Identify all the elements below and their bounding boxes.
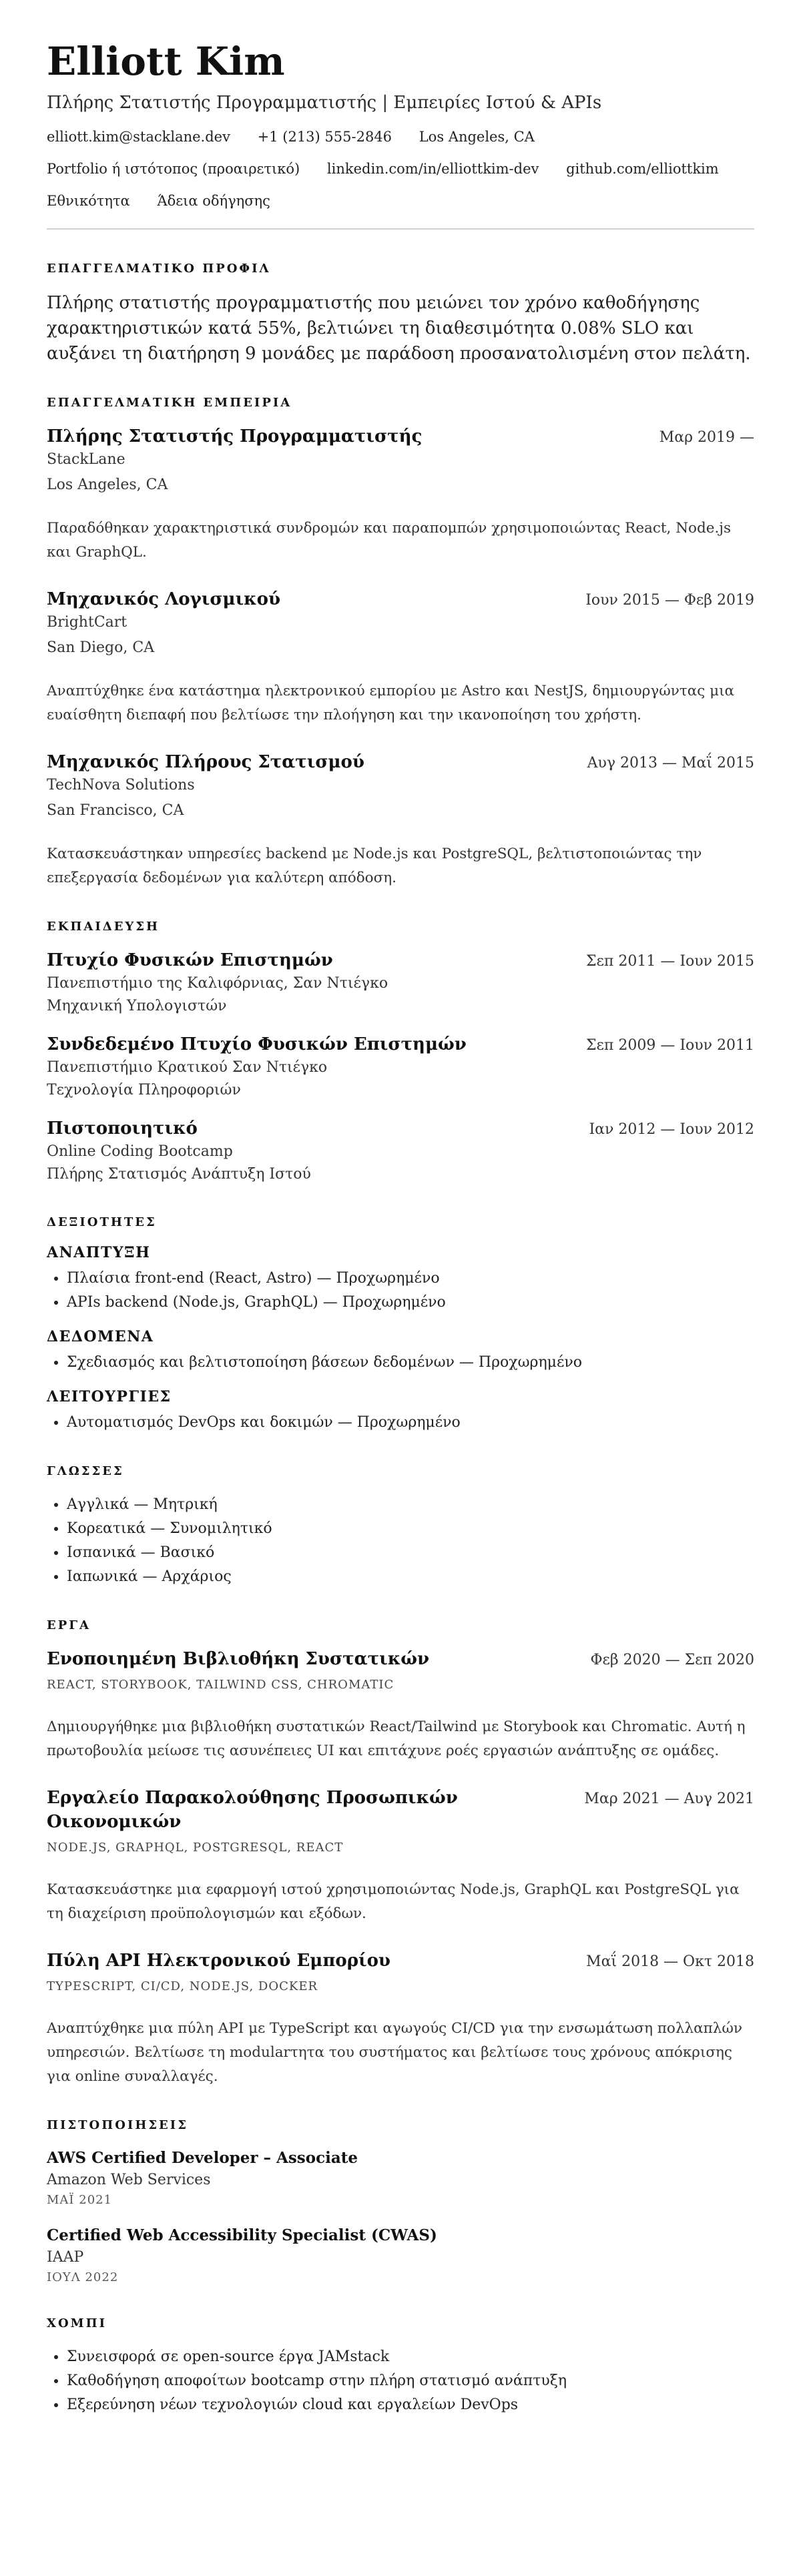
project-date: Μαΐ 2018 — Οκτ 2018 [586,1953,754,1970]
languages-section [47,1464,754,1589]
skill-item: • Σχεδιασμός και βελτιστοποίηση βάσεων δεδομένων — Προχωρημένο [67,1351,754,1375]
degree-title: Πτυχίο Φυσικών Επιστημών [47,950,333,970]
degree-title: Συνδεδεμένο Πτυχίο Φυσικών Επιστημών [47,1034,467,1054]
project-description: Δημιουργήθηκε μια βιβλιοθήκη συστατικών React/Tailwind με Storybook και Chromatic. Αυτή η πρωτοβουλία μείωσε τις ασυνέπειες UI και επιτάχυνε ροές εργασιών ανάπτυξης σε ομάδες. [47,1718,746,1759]
contact-row-1 [47,127,754,147]
project-name: Πύλη API Ηλεκτρονικού Εμπορίου [47,1951,390,1971]
section-title: ΕΠΑΓΓΕΛΜΑΤΙΚΗ ΕΜΠΕΙΡΙΑ [47,396,292,410]
section-title: ΠΙΣΤΟΠΟΙΗΣΕΙΣ [47,2118,188,2132]
linkedin-link[interactable]: linkedin.com/in/elliottkim-dev [326,161,539,177]
skill-item: • Πλαίσια front-end (React, Astro) — Προχωρημένο [67,1267,754,1291]
skill-list [47,1267,754,1315]
profile-text: Πλήρης στατιστής προγραμματιστής που μειώνει τον χρόνο καθοδήγησης χαρακτηριστικών κατά 55%, βελτιώνει τη διαθεσιμότητα 0.08% SLO και αυξάνει τη διατήρηση 9 μονάδες με παράδοση προσανατολισμένη στον πελάτη. [47,293,751,364]
field-of-study: Τεχνολογία Πληροφοριών [47,1082,241,1098]
certification-entry [47,2224,754,2287]
job-description: Αναπτύχθηκε ένα κατάστημα ηλεκτρονικού εμπορίου με Astro και NestJS, δημιουργώντας μια ευαίσθητη διεπαφή που βελτίωσε την πλοήγηση και την ικανοποίηση του χρήστη. [47,683,735,723]
headline: Πλήρης Στατιστής Προγραμματιστής | Εμπειρίες Ιστού & APIs [47,93,602,113]
company-name: StackLane [47,451,125,468]
job-date: Μαρ 2019 — [659,429,754,446]
job-location: Los Angeles, CA [47,476,168,493]
certification-entry [47,2147,754,2210]
experience-entry [47,587,754,727]
profile-section [47,262,754,366]
certifications-section [47,2118,754,2287]
education-section [47,920,754,1186]
project-entry [47,1647,754,1763]
certification-date: ΜΑΪ 2021 [47,2193,113,2207]
certification-date: ΙΟΥΛ 2022 [47,2270,119,2284]
project-description: Κατασκευάστηκε μια εφαρμογή ιστού χρησιμοποιώντας Node.js, GraphQL και PostgreSQL για τη διαχείριση προϋπολογισμών και εξόδων. [47,1881,740,1922]
skill-group-title: ΑΝΑΠΤΥΞΗ [47,1244,151,1261]
nationality-text: Εθνικότητα [47,193,130,209]
skill-group-title: ΔΕΔΟΜΕΝΑ [47,1328,154,1345]
driving-license-text: Άδεια οδήγησης [157,193,270,209]
section-title: ΕΠΑΓΓΕΛΜΑΤΙΚΟ ΠΡΟΦΙΛ [47,262,271,276]
github-link[interactable]: github.com/elliottkim [566,161,719,177]
portfolio-link[interactable]: Portfolio ή ιστότοπος (προαιρετικό) [47,161,300,177]
certification-issuer: IAAP [47,2249,84,2266]
education-date: Ιαν 2012 — Ιουν 2012 [589,1121,754,1138]
project-date: Φεβ 2020 — Σεπ 2020 [590,1652,754,1668]
email-link[interactable]: elliott.kim@stacklane.dev [47,129,230,145]
certification-name: AWS Certified Developer – Associate [47,2149,358,2167]
education-date: Σεπ 2009 — Ιουν 2011 [585,1037,754,1054]
experience-section [47,396,754,890]
location-text: Los Angeles, CA [419,129,535,145]
section-title: ΔΕΞΙΟΤΗΤΕΣ [47,1215,157,1229]
project-entry [47,1786,754,1926]
project-entry [47,1949,754,2089]
section-title: ΧΟΜΠΙ [47,2316,107,2330]
job-title: Μηχανικός Λογισμικού [47,589,281,609]
experience-entry [47,424,754,565]
language-list [47,1493,754,1589]
education-date: Σεπ 2011 — Ιουν 2015 [585,953,754,970]
school-name: Πανεπιστήμιο της Καλιφόρνιας, Σαν Ντιέγκο [47,975,388,992]
school-name: Πανεπιστήμιο Κρατικού Σαν Ντιέγκο [47,1059,328,1076]
school-name: Online Coding Bootcamp [47,1143,233,1160]
job-location: San Diego, CA [47,639,155,656]
hobbies-section [47,2316,754,2417]
hobby-item: • Συνεισφορά σε open-source έργα JAMstack [67,2345,754,2369]
job-location: San Francisco, CA [47,802,184,819]
project-date: Μαρ 2021 — Αυγ 2021 [584,1791,754,1807]
project-name: Εργαλείο Παρακολούθησης Προσωπικών Οικονομικών [47,1788,458,1832]
language-item: • Ιαπωνικά — Αρχάριος [67,1565,754,1589]
candidate-name: Elliott Kim [47,39,285,84]
job-description: Παραδόθηκαν χαρακτηριστικά συνδρομών και παραπομπών χρησιμοποιώντας React, Node.js και GraphQL. [47,520,731,561]
skill-item: • APIs backend (Node.js, GraphQL) — Προχωρημένο [67,1291,754,1315]
contact-row-3 [47,191,754,211]
section-title: ΕΡΓΑ [47,1618,91,1632]
hobby-list [47,2345,754,2417]
job-description: Κατασκευάστηκαν υπηρεσίες backend με Node.js και PostgreSQL, βελτιστοποιώντας την επεξεργασία δεδομένων για καλύτερη απόδοση. [47,846,702,886]
field-of-study: Μηχανική Υπολογιστών [47,998,227,1014]
job-date: Ιουν 2015 — Φεβ 2019 [585,592,754,609]
skill-list [47,1351,754,1375]
company-name: TechNova Solutions [47,777,195,793]
language-item: • Κορεατικά — Συνομιλητικό [67,1517,754,1541]
certification-issuer: Amazon Web Services [47,2172,211,2188]
section-title: ΕΚΠΑΙΔΕΥΣΗ [47,920,160,934]
contact-row-2 [47,159,754,179]
projects-section [47,1618,754,2089]
skill-list [47,1411,754,1435]
project-tags: REACT, STORYBOOK, TAILWIND CSS, CHROMATIC [47,1678,394,1692]
company-name: BrightCart [47,614,127,631]
job-title: Πλήρης Στατιστής Προγραμματιστής [47,426,423,446]
section-title: ΓΛΩΣΣΕΣ [47,1464,124,1478]
job-title: Μηχανικός Πλήρους Στατισμού [47,752,364,772]
hobby-item: • Καθοδήγηση αποφοίτων bootcamp στην πλήρη στατισμό ανάπτυξη [67,2369,754,2393]
project-tags: NODE.JS, GRAPHQL, POSTGRESQL, REACT [47,1841,344,1855]
project-description: Αναπτύχθηκε μια πύλη API με TypeScript και αγωγούς CI/CD για την ενσωμάτωση πολλαπλών υπηρεσιών. Βελτίωσε τη modularτητα του συστήματος και βελτίωσε τους χρόνους απόκρισης για online συναλλαγές. [47,2020,742,2085]
education-entry [47,1116,754,1186]
skills-section [47,1215,754,1435]
degree-title: Πιστοποιητικό [47,1118,198,1139]
project-tags: TYPESCRIPT, CI/CD, NODE.JS, DOCKER [47,1979,318,1993]
language-item: • Αγγλικά — Μητρική [67,1493,754,1517]
education-entry [47,1032,754,1102]
field-of-study: Πλήρης Στατισμός Ανάπτυξη Ιστού [47,1166,311,1183]
certification-name: Certified Web Accessibility Specialist (CWAS) [47,2226,437,2244]
header-divider [47,228,754,230]
language-item: • Ισπανικά — Βασικό [67,1541,754,1565]
hobby-item: • Εξερεύνηση νέων τεχνολογιών cloud και εργαλείων DevOps [67,2393,754,2417]
education-entry [47,948,754,1018]
phone-link[interactable]: +1 (213) 555-2846 [257,129,392,145]
project-name: Ενοποιημένη Βιβλιοθήκη Συστατικών [47,1649,430,1669]
skill-item: • Αυτοματισμός DevOps και δοκιμών — Προχωρημένο [67,1411,754,1435]
skill-group-title: ΛΕΙΤΟΥΡΓΙΕΣ [47,1388,172,1405]
job-date: Αυγ 2013 — Μαΐ 2015 [587,755,754,771]
experience-entry [47,750,754,890]
